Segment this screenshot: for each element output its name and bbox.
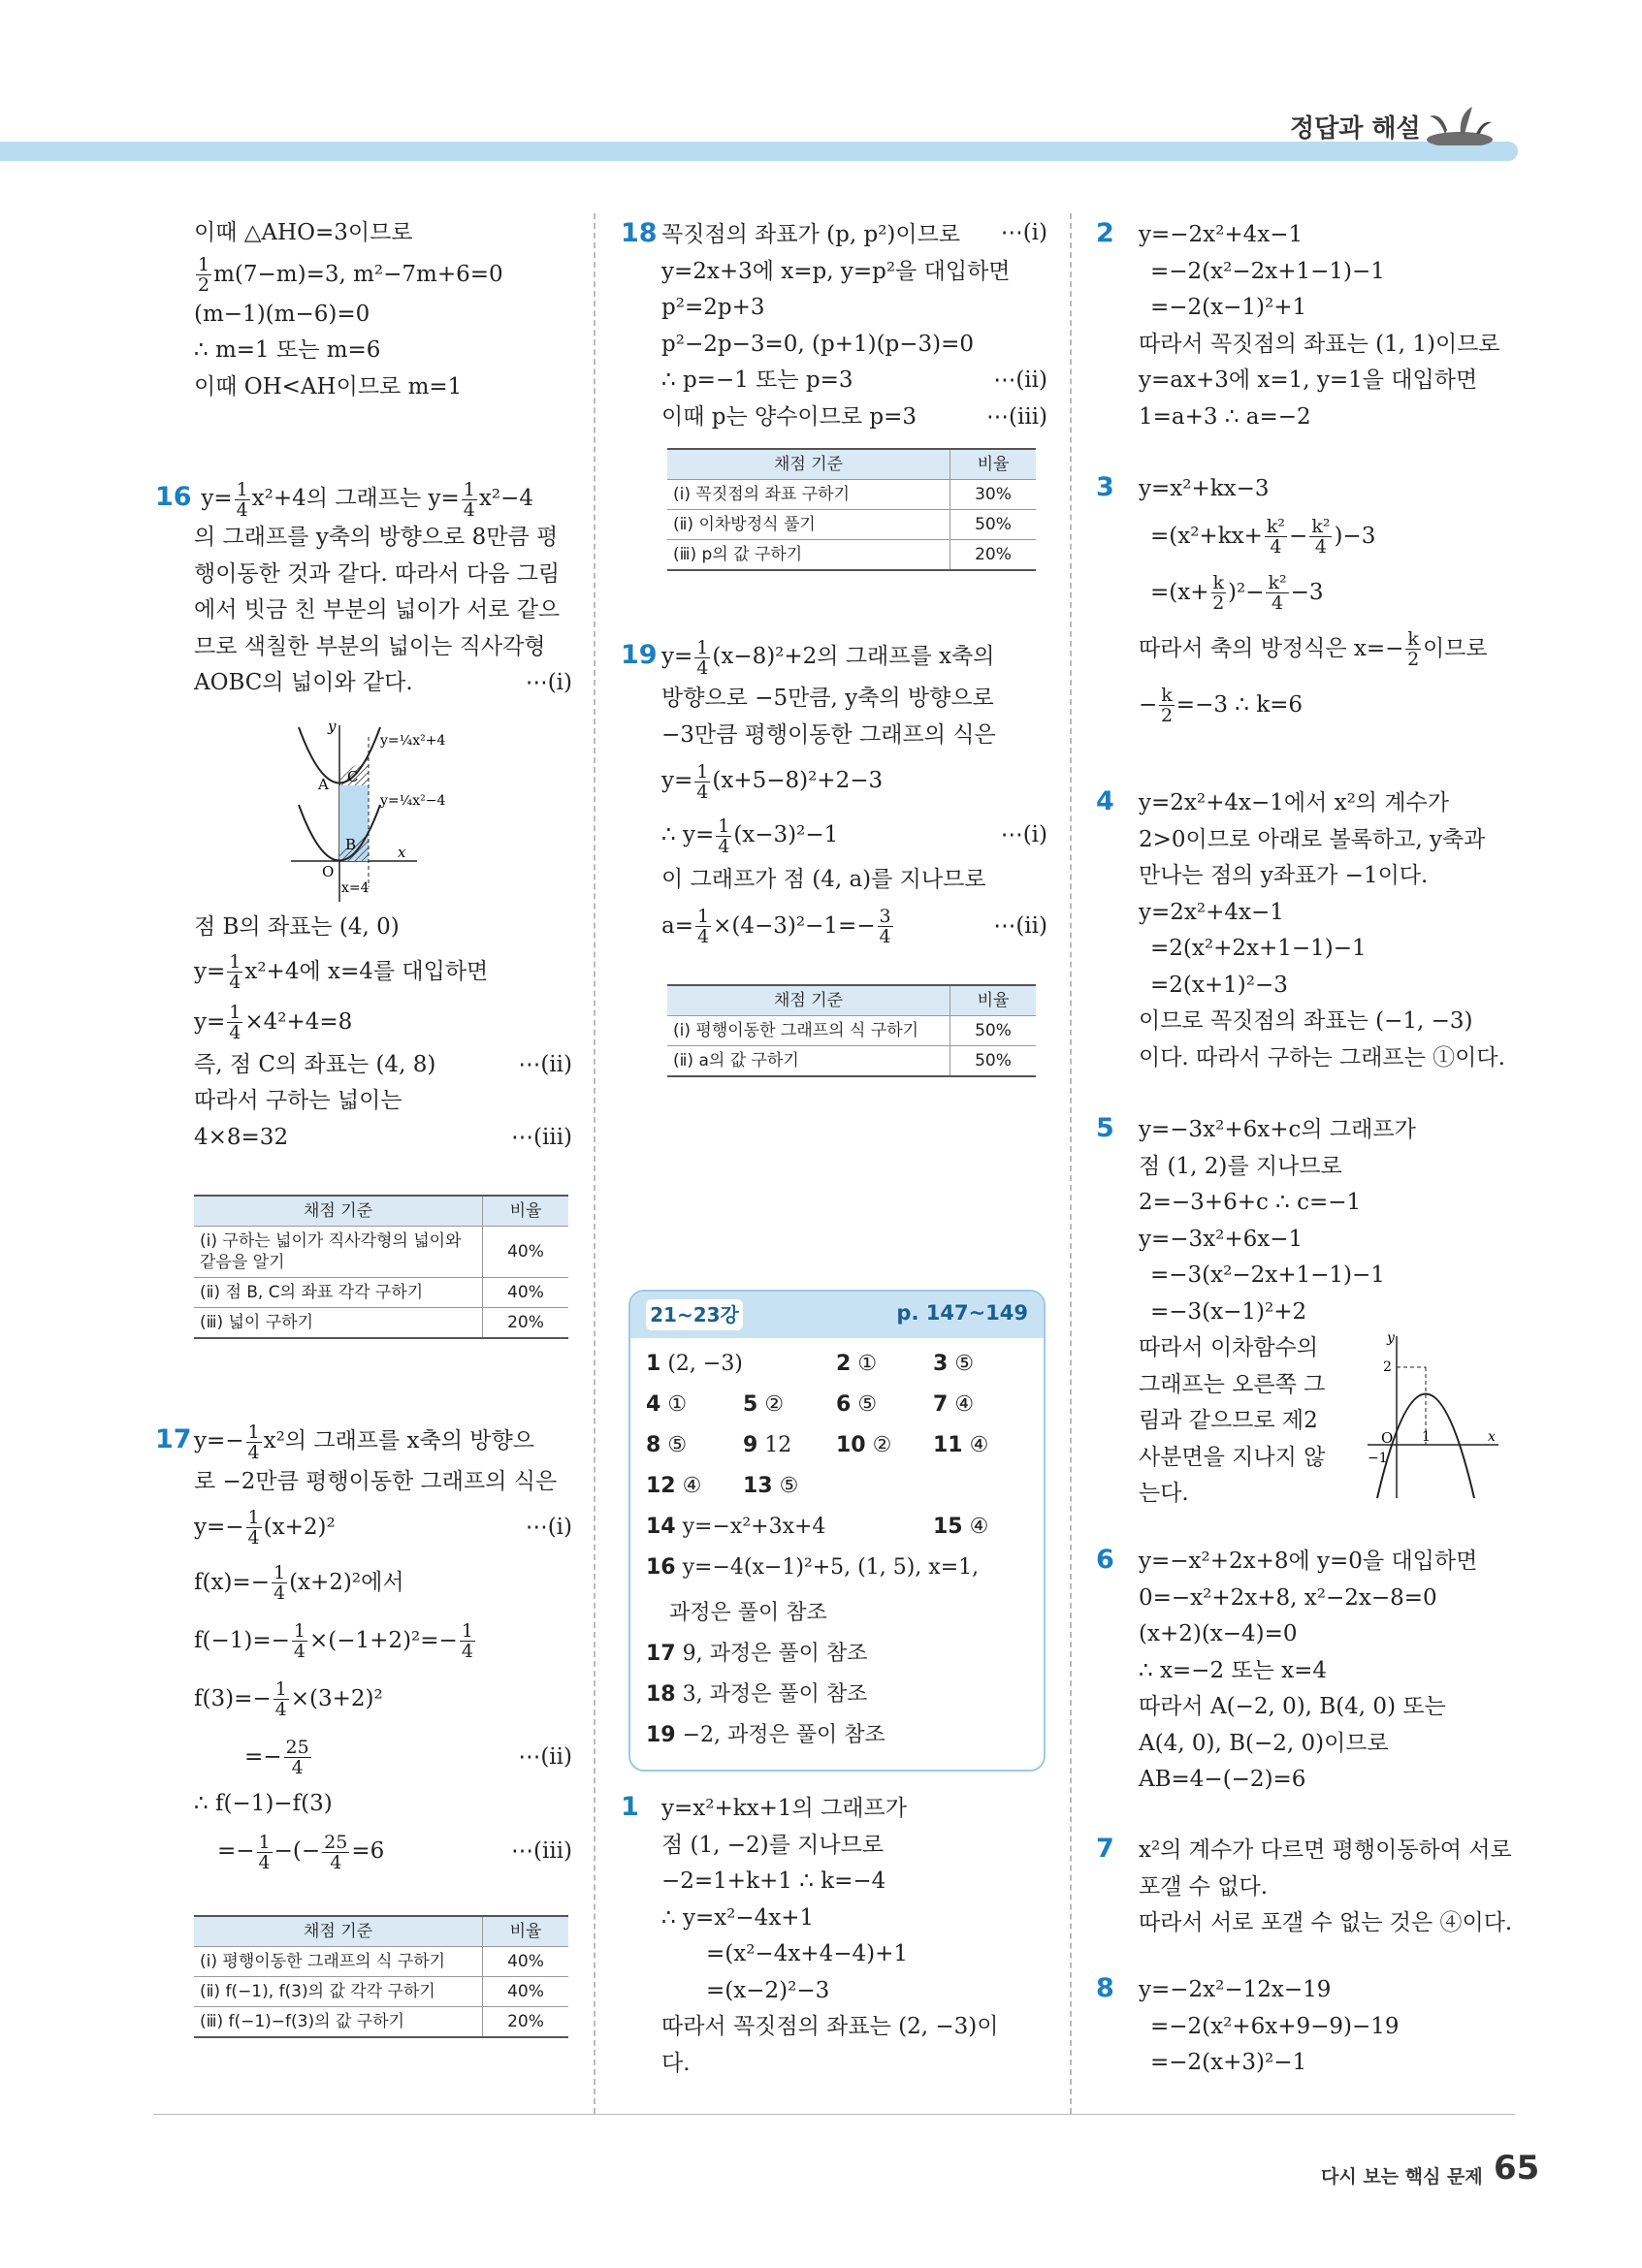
math-line: y= $\frac{1}{4}$ x²+4에 x=4를 대입하면 — [194, 951, 489, 993]
text-line: 이 그래프가 점 (4, a)를 지나므로 — [661, 867, 986, 892]
svg-text:y=¼x²−4: y=¼x²−4 — [380, 793, 446, 809]
text-line: 다. — [661, 2050, 691, 2076]
text-line: 점 (1, 2)를 지나므로 — [1139, 1153, 1342, 1179]
page-range: p. 147~149 — [896, 1301, 1028, 1325]
column-separator — [594, 213, 596, 2114]
text-line: 는다. — [1139, 1481, 1189, 1506]
footer-rule — [153, 2114, 1515, 2115]
math-line: f(x)=− $\frac{1}{4}$ (x+2)²에서 — [194, 1562, 404, 1604]
text-line: 따라서 축의 방정식은 x=− $\frac{k}{2}$ 이므로 — [1139, 628, 1488, 670]
math-line: =−3(x²−2x+1−1)−1 — [1150, 1262, 1385, 1288]
text-line: 므로 색칠한 부분의 넓이는 직사각형 — [194, 633, 546, 659]
math-line: =−2(x+3)²−1 — [1150, 2050, 1307, 2075]
text-line: 의 그래프를 y축의 방향으로 8만큼 평 — [194, 525, 559, 550]
text-line: 사분면을 지나지 않 — [1139, 1444, 1326, 1470]
math-line: f(−1)=− $\frac{1}{4}$ ×(−1+2)²=− $\frac{1}{4}$ — [194, 1620, 473, 1662]
math-line: y=−3x²+6x−1 — [1139, 1226, 1304, 1252]
problem-number: 3 — [1096, 472, 1114, 502]
math-line: =(x+ $\frac{k}{2}$ )²− $\frac{\text{k²}}{4}$ −3 — [1150, 572, 1324, 614]
math-line: ∴ m=1 또는 m=6 — [194, 337, 381, 363]
svg-text:O: O — [322, 863, 335, 880]
problem-18: 18 꼭짓점의 좌표가 (p, p²)이므로 ⋯(ⅰ) y=2x+3에 x=p, y=p²을 대입하면 p²=2p+3 p²−2p−3=0, (p+1)(p−3)=0 ∴ p=−1 또는 p=3 ⋯(ⅱ) 이때 p는 양수이므로 p=3 ⋯(ⅲ) — [621, 215, 1047, 435]
problem-number: 18 — [621, 218, 658, 248]
scoring-table-18: 채점 기준 비율 (ⅰ) 꼭짓점의 좌표 구하기 30% (ⅱ) 이차방정식 풀기 50% (ⅲ) p의 값 구하기 20% — [667, 448, 1036, 571]
math-line: 1=a+3 ∴ a=−2 — [1139, 403, 1311, 430]
text-line: 따라서 A(−2, 0), B(4, 0) 또는 — [1139, 1694, 1446, 1719]
text-line: 만나는 점의 y좌표가 −1이다. — [1139, 863, 1429, 888]
problem-2: 2 y=−2x²+4x−1 =−2(x²−2x+1−1)−1 =−2(x−1)²+1 따라서 꼭짓점의 좌표는 (1, 1)이므로 y=ax+3에 x=1, y=1을 대입하면 1=a+3 ∴ a=−2 — [1096, 215, 1523, 435]
text-line: AOBC의 넓이와 같다. ⋯(ⅰ) — [194, 670, 572, 695]
column-1 — [194, 215, 572, 405]
text-line: 포갤 수 없다. — [1139, 1873, 1269, 1900]
math-line: f(3)=− $\frac{1}{4}$ ×(3+2)² — [194, 1678, 383, 1720]
math-line: y= $\frac{1}{4}$ (x+5−8)²+2−3 — [661, 760, 884, 803]
scoring-table-19: 채점 기준 비율 (ⅰ) 평행이동한 그래프의 식 구하기 50% (ⅱ) a의 값 구하기 50% — [667, 984, 1036, 1077]
text-line: 림과 같으므로 제2 — [1139, 1408, 1318, 1433]
sprout-icon — [1426, 101, 1494, 145]
parabola-graph-16 — [272, 718, 563, 911]
problem-1: 1 y=x²+kx+1의 그래프가 점 (1, −2)를 지나므로 −2=1+k+1 ∴ k=−4 ∴ y=x²−4x+1 =(x²−4x+4−4)+1 =(x−2)²−3 따라서 꼭짓점의 좌표는 (2, −3)이 다. — [621, 1789, 1047, 2082]
math-line: =− $\frac{25}{4}$ ⋯(ⅱ) — [244, 1737, 572, 1778]
svg-text:−1: −1 — [1368, 1451, 1388, 1466]
scoring-table-16: 채점 기준 비율 (ⅰ) 구하는 넓이가 직사각형의 넓이와 같음을 알기 40% (ⅱ) 점 B, C의 좌표 각각 구하기 40% (ⅲ) 넓이 구하기 20% — [194, 1195, 568, 1339]
parabola-graph-5 — [1358, 1328, 1503, 1503]
math-line: y= $\frac{1}{4}$ ×4²+4=8 — [194, 1002, 353, 1043]
text-line: 이때 △AHO=3이므로 — [194, 220, 413, 245]
math-line: $\frac{1}{2}$ m(7−m)=3, m²−7m+6=0 — [198, 254, 503, 296]
svg-text:C: C — [347, 768, 359, 785]
svg-text:1: 1 — [1422, 1429, 1431, 1445]
problem-16-solution — [194, 910, 572, 1156]
math-line: =(x²−4x+4−4)+1 — [706, 1941, 908, 1966]
problem-number: 2 — [1096, 218, 1114, 248]
answer-row: 16 y=−4(x−1)²+5, (1, 5), x=1, — [646, 1555, 980, 1580]
svg-text:x: x — [398, 844, 406, 861]
scoring-table-17: 채점 기준 비율 (ⅰ) 평행이동한 그래프의 식 구하기 40% (ⅱ) f(−1), f(3)의 값 각각 구하기 40% (ⅲ) f(−1)−f(3)의 값 구하기 20% — [194, 1915, 568, 2038]
svg-text:B: B — [345, 836, 357, 853]
svg-text:O: O — [1381, 1429, 1394, 1447]
math-line: (x+2)(x−4)=0 — [1139, 1621, 1298, 1646]
math-line: p²−2p−3=0, (p+1)(p−3)=0 — [661, 331, 975, 357]
math-line: =−3(x−1)²+2 — [1150, 1298, 1307, 1325]
math-line: ∴ x=−2 또는 x=4 — [1139, 1657, 1328, 1683]
text-line: y=ax+3에 x=1, y=1을 대입하면 — [1139, 367, 1478, 393]
problem-number: 4 — [1096, 786, 1114, 816]
answer-row: 19 −2, 과정은 풀이 참조 — [646, 1723, 885, 1747]
answer-key-header — [630, 1292, 1044, 1338]
math-line: y=2x²+4x−1 — [1139, 899, 1284, 925]
text-line: −3만큼 평행이동한 그래프의 식은 — [661, 721, 996, 748]
math-line: =−2(x−1)²+1 — [1150, 295, 1307, 320]
problem-number: 16 — [155, 482, 192, 512]
text-line: 따라서 구하는 넓이는 — [194, 1088, 402, 1113]
problem-number: 17 — [155, 1424, 192, 1454]
problem-number: 5 — [1096, 1113, 1114, 1143]
math-line: −2=1+k+1 ∴ k=−4 — [661, 1869, 886, 1894]
answer-row: 18 3, 과정은 풀이 참조 — [646, 1682, 868, 1707]
math-line: y=2x+3에 x=p, y=p²을 대입하면 — [661, 258, 1011, 284]
text-line: 점 (1, −2)를 지나므로 — [661, 1832, 885, 1858]
answer-row: 17 9, 과정은 풀이 참조 — [646, 1642, 868, 1666]
math-line: p²=2p+3 — [661, 295, 765, 320]
math-line: 0=−x²+2x+8, x²−2x−8=0 — [1139, 1584, 1437, 1611]
math-line: (m−1)(m−6)=0 — [194, 301, 370, 327]
section-label: 21~23강 — [646, 1299, 743, 1330]
answer-row: 14 y=−x²+3x+4 15 ④ — [646, 1515, 989, 1539]
problem-number: 1 — [621, 1792, 639, 1822]
svg-text:x: x — [1488, 1429, 1496, 1445]
text-line: A(4, 0), B(−2, 0)이므로 — [1139, 1730, 1389, 1756]
svg-text:x=4: x=4 — [341, 880, 370, 896]
problem-8: 8 y=−2x²−12x−19 =−2(x²+6x+9−9)−19 =−2(x+3)²−1 — [1096, 1970, 1523, 2082]
math-line: =− $\frac{1}{4}$ −(− $\frac{25}{4}$ =6 ⋯(ⅲ) — [217, 1831, 572, 1873]
math-line: 이때 p는 양수이므로 p=3 ⋯(ⅲ) — [661, 403, 1047, 430]
header-band — [0, 142, 1518, 161]
answer-row: 4 ① 5 ② 6 ⑤ 7 ④ — [646, 1392, 975, 1417]
math-line: AB=4−(−2)=6 — [1139, 1767, 1306, 1792]
svg-text:y: y — [328, 718, 337, 735]
svg-text:y=¼x²+4: y=¼x²+4 — [380, 733, 446, 749]
text-line: 방향으로 −5만큼, y축의 방향으로 — [661, 686, 994, 711]
problem-7: 7 x²의 계수가 다르면 평행이동하여 서로 포갤 수 없다. 따라서 서로 포갤 수 없는 것은 ④이다. — [1096, 1831, 1523, 1942]
problem-number: 19 — [621, 640, 658, 670]
problem-16: 16 y= $\frac{1}{4}$ x²+4의 그래프는 y= $\frac{1}{4}$ x²−4 의 그래프를 y축의 방향으로 8만큼 평 행이동한 것과 같다. 따라서 다음 그림 에서 빗금 친 부분의 넓이가 서로 같으 므로 색칠한 부분의 넓이는 직사각형 AOBC의 넓이와 같다. ⋯(ⅰ) — [155, 475, 572, 702]
math-line: − $\frac{k}{2}$ =−3 ∴ k=6 — [1139, 685, 1304, 726]
problem-6: 6 y=−x²+2x+8에 y=0을 대입하면 0=−x²+2x+8, x²−2x−8=0 (x+2)(x−4)=0 ∴ x=−2 또는 x=4 따라서 A(−2, 0), B(4, 0) 또는 A(4, 0), B(−2, 0)이므로 AB=4−(−2)=6 — [1096, 1542, 1523, 1799]
text-line: 따라서 이차함수의 — [1139, 1335, 1319, 1360]
problem-17: 17 y=− $\frac{1}{4}$ x²의 그래프를 x축의 방향으 로 −2만큼 평행이동한 그래프의 식은 y=− $\frac{1}{4}$ (x+2)² ⋯(ⅰ) f(x)=− $\frac{1}{4}$ (x+2)²에서 f(−1)=− $\frac{1}{4}$ ×(−1+2)²=− $\frac{1}{4}$ f(3)=− $\frac{1}{4}$ ×(3+2)² =− $\frac{25}{4}$ ⋯(ⅱ) ∴ f(−1)−f(3) =− $\frac{1}{4}$ −(− $\frac{25}{4}$ =6 ⋯(ⅲ) — [155, 1416, 572, 1880]
math-line: 2=−3+6+c ∴ c=−1 — [1139, 1190, 1362, 1215]
column-separator — [1070, 213, 1072, 2114]
text-line: 로 −2만큼 평행이동한 그래프의 식은 — [194, 1469, 558, 1494]
math-line: =(x−2)²−3 — [706, 1977, 830, 2003]
math-line: =−2(x²+6x+9−9)−19 — [1150, 2013, 1400, 2039]
problem-number: 6 — [1096, 1545, 1114, 1575]
text-line: 즉, 점 C의 좌표는 (4, 8) ⋯(ⅱ) — [194, 1051, 572, 1077]
answer-row: 1 (2, −3) 2 ① 3 ⑤ — [646, 1352, 975, 1376]
math-line: =2(x²+2x+1−1)−1 — [1150, 936, 1367, 961]
text-line: 이다. 따라서 구하는 그래프는 ①이다. — [1139, 1044, 1505, 1070]
text-line: 따라서 꼭짓점의 좌표는 (2, −3)이 — [661, 2014, 999, 2039]
answer-row: 8 ⑤ 9 12 10 ② 11 ④ — [646, 1433, 989, 1457]
math-line: a= $\frac{1}{4}$ ×(4−3)²−1=− $\frac{3}{4}$ ⋯(ⅱ) — [661, 906, 1047, 947]
math-line: ∴ y= $\frac{1}{4}$ (x−3)²−1 ⋯(ⅰ) — [661, 815, 1047, 857]
answer-key-box — [628, 1290, 1046, 1772]
math-line: =(x²+kx+ $\frac{\text{k²}}{4}$ − $\frac{\text{k²}}{4}$ )−3 — [1150, 516, 1376, 558]
text-line: 그래프는 오른쪽 그 — [1139, 1371, 1326, 1397]
problem-4: 4 y=2x²+4x−1에서 x²의 계수가 2>0이므로 아래로 볼록하고, y축과 만나는 점의 y좌표가 −1이다. y=2x²+4x−1 =2(x²+2x+1−1)−1 =2(x+1)²−3 이므로 꼭짓점의 좌표는 (−1, −3) 이다. 따라서 구하는 그래프는 ①이다. — [1096, 783, 1523, 1076]
text-line: 행이동한 것과 같다. 따라서 다음 그림 — [194, 560, 561, 587]
problem-3: 3 y=x²+kx−3 =(x²+kx+ $\frac{\text{k²}}{4}$ − $\frac{\text{k²}}{4}$ )−3 =(x+ $\frac{k}{2}$ )²− $\frac{\text{k²}}{4}$ −3 따라서 축의 방정식은 x=− $\frac{k}{2}$ 이므로 − $\frac{k}{2}$ =−3 ∴ k=6 — [1096, 469, 1523, 733]
text-line: 2>0이므로 아래로 볼록하고, y축과 — [1139, 826, 1486, 852]
svg-text:A: A — [318, 776, 329, 793]
page-number: 65 — [1494, 2149, 1540, 2188]
answer-row: 과정은 풀이 참조 — [669, 1601, 827, 1625]
text-line: 따라서 서로 포갤 수 없는 것은 ④이다. — [1139, 1910, 1513, 1935]
math-line: ∴ y=x²−4x+1 — [661, 1904, 815, 1931]
math-line: ∴ p=−1 또는 p=3 ⋯(ⅱ) — [661, 367, 1047, 393]
math-line: ∴ f(−1)−f(3) — [194, 1790, 333, 1816]
problem-5: 5 y=−3x²+6x+c의 그래프가 점 (1, 2)를 지나므로 2=−3+6+c ∴ c=−1 y=−3x²+6x−1 =−3(x²−2x+1−1)−1 =−3(x−1)²+2 따라서 이차함수의 그래프는 오른쪽 그 림과 같으므로 제2 사분면을 지나지 않 는다. — [1096, 1110, 1523, 1513]
problem-19: 19 y= $\frac{1}{4}$ (x−8)²+2의 그래프를 x축의 방향으로 −5만큼, y축의 방향으로 −3만큼 평행이동한 그래프의 식은 y= $\frac{1}{4}$ (x+5−8)²+2−3 ∴ y= $\frac{1}{4}$ (x−3)²−1 ⋯(ⅰ) 이 그래프가 점 (4, a)를 지나므로 a= $\frac{1}{4}$ ×(4−3)²−1=− $\frac{3}{4}$ ⋯(ⅱ) — [621, 630, 1047, 953]
svg-text:2: 2 — [1383, 1359, 1392, 1375]
problem-number: 7 — [1096, 1834, 1114, 1864]
math-line: y=− $\frac{1}{4}$ (x+2)² ⋯(ⅰ) — [194, 1507, 572, 1549]
svg-text:y: y — [1387, 1330, 1395, 1346]
text-line: 이므로 꼭짓점의 좌표는 (−1, −3) — [1139, 1008, 1473, 1034]
math-line: =2(x+1)²−3 — [1150, 972, 1288, 998]
math-line: =−2(x²−2x+1−1)−1 — [1150, 258, 1385, 284]
text-line: 에서 빗금 친 부분의 넓이가 서로 같으 — [194, 597, 561, 623]
text-line: 4×8=32 ⋯(ⅲ) — [194, 1124, 572, 1150]
text-line: 이때 OH<AH이므로 m=1 — [194, 373, 463, 399]
text-line: 점 B의 좌표는 (4, 0) — [194, 914, 400, 940]
footer-label: 다시 보는 핵심 문제 — [1321, 2166, 1483, 2188]
page-header-title: 정답과 해설 — [1290, 114, 1421, 144]
answer-row: 12 ④ 13 ⑤ — [646, 1474, 799, 1498]
problem-number: 8 — [1096, 1973, 1114, 2003]
text-line: 따라서 꼭짓점의 좌표는 (1, 1)이므로 — [1139, 331, 1500, 357]
